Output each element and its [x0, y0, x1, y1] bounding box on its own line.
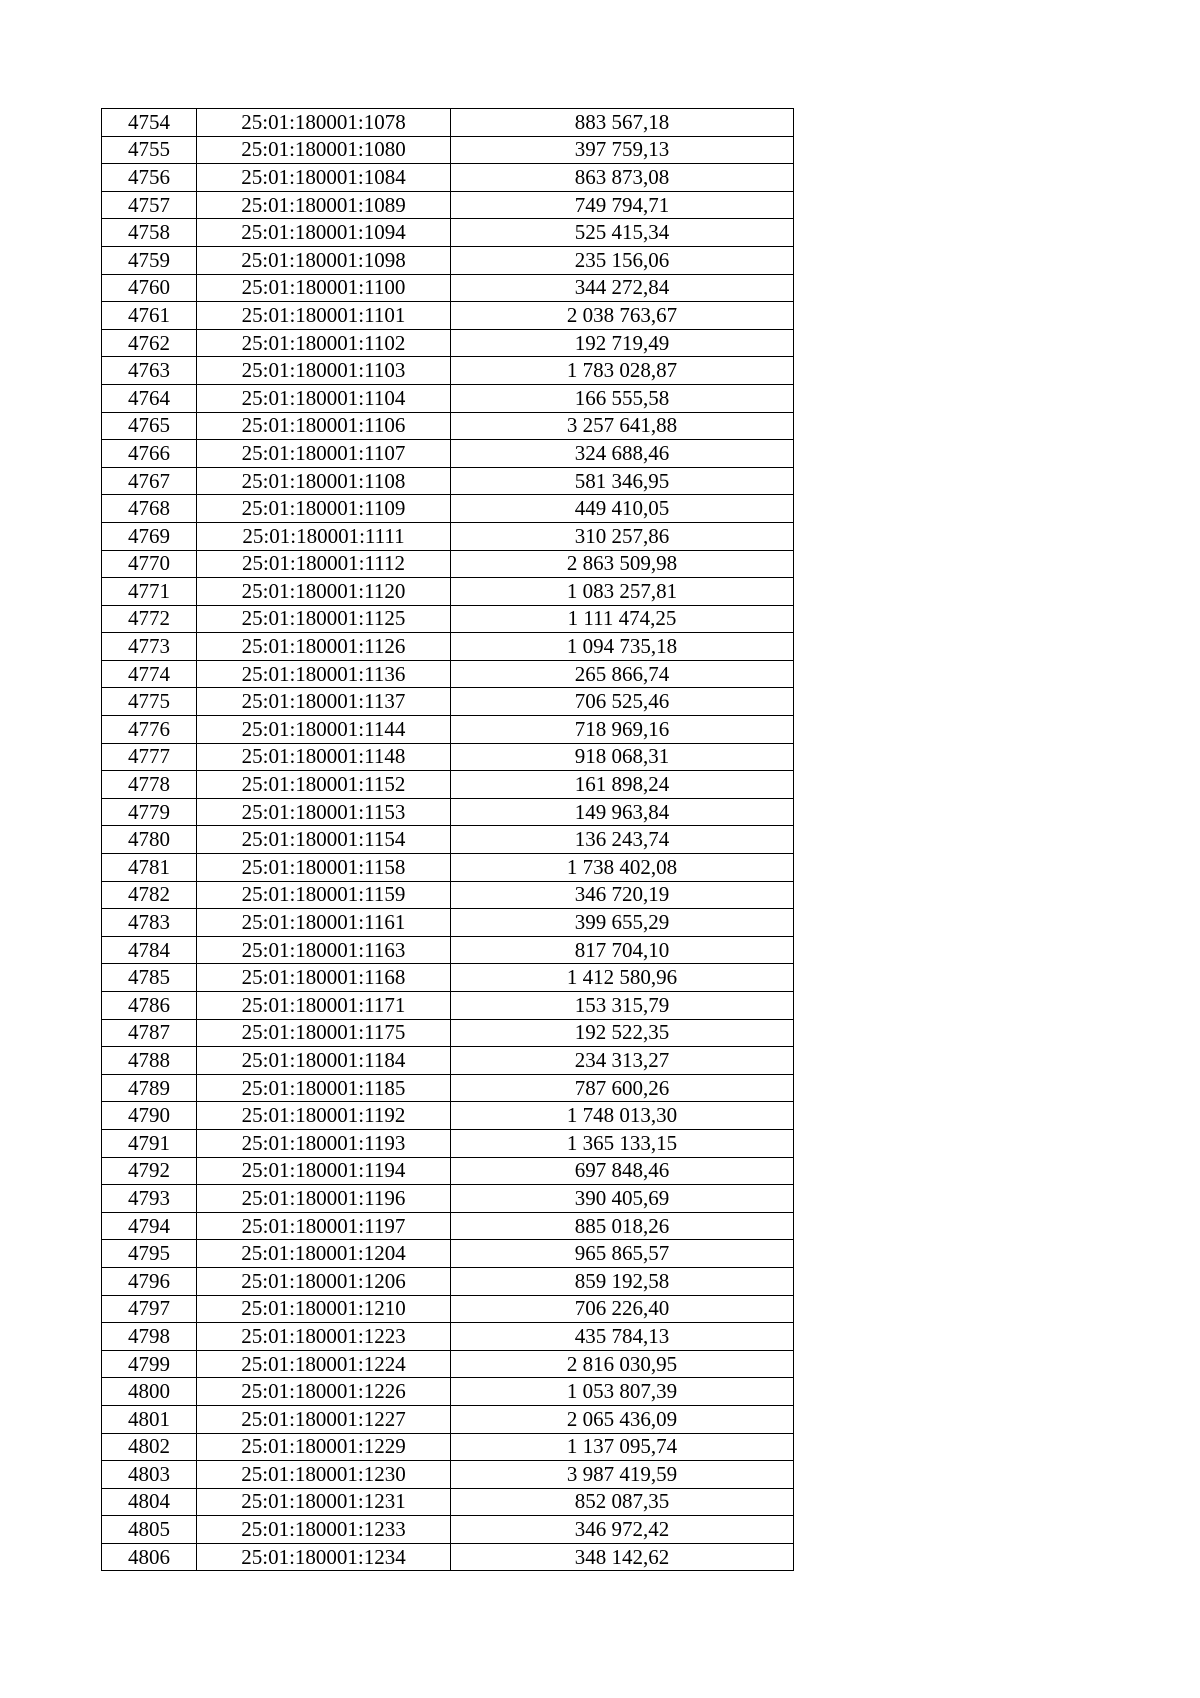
document-page-table — [101, 108, 793, 1571]
cadastral-number-cell: 25:01:180001:1163 — [197, 936, 451, 964]
value-cell: 136 243,74 — [451, 826, 794, 854]
row-number-cell: 4768 — [102, 495, 197, 523]
cadastral-number-cell: 25:01:180001:1233 — [197, 1516, 451, 1544]
value-cell: 153 315,79 — [451, 992, 794, 1020]
table-row — [102, 660, 794, 688]
row-number-cell: 4801 — [102, 1405, 197, 1433]
value-cell: 3 987 419,59 — [451, 1461, 794, 1489]
cadastral-number-cell: 25:01:180001:1231 — [197, 1488, 451, 1516]
cadastral-number-cell: 25:01:180001:1175 — [197, 1019, 451, 1047]
table-row — [102, 964, 794, 992]
row-number-cell: 4770 — [102, 550, 197, 578]
row-number-cell: 4763 — [102, 357, 197, 385]
value-cell: 348 142,62 — [451, 1543, 794, 1571]
table-row — [102, 522, 794, 550]
cadastral-number-cell: 25:01:180001:1223 — [197, 1323, 451, 1351]
value-cell: 234 313,27 — [451, 1047, 794, 1075]
cadastral-number-cell: 25:01:180001:1230 — [197, 1461, 451, 1489]
value-cell: 883 567,18 — [451, 109, 794, 137]
value-cell: 1 111 474,25 — [451, 605, 794, 633]
cadastral-number-cell: 25:01:180001:1206 — [197, 1267, 451, 1295]
value-cell: 706 525,46 — [451, 688, 794, 716]
table-row — [102, 771, 794, 799]
value-cell: 1 094 735,18 — [451, 633, 794, 661]
table-row — [102, 992, 794, 1020]
value-cell: 1 738 402,08 — [451, 854, 794, 882]
row-number-cell: 4798 — [102, 1323, 197, 1351]
table-row — [102, 1461, 794, 1489]
cadastral-number-cell: 25:01:180001:1152 — [197, 771, 451, 799]
row-number-cell: 4804 — [102, 1488, 197, 1516]
row-number-cell: 4791 — [102, 1129, 197, 1157]
cadastral-number-cell: 25:01:180001:1227 — [197, 1405, 451, 1433]
row-number-cell: 4764 — [102, 384, 197, 412]
table-row — [102, 1267, 794, 1295]
row-number-cell: 4786 — [102, 992, 197, 1020]
table-row — [102, 1295, 794, 1323]
row-number-cell: 4758 — [102, 219, 197, 247]
table-row — [102, 1543, 794, 1571]
row-number-cell: 4774 — [102, 660, 197, 688]
value-cell: 852 087,35 — [451, 1488, 794, 1516]
table-row — [102, 467, 794, 495]
table-row — [102, 1185, 794, 1213]
cadastral-number-cell: 25:01:180001:1210 — [197, 1295, 451, 1323]
row-number-cell: 4782 — [102, 881, 197, 909]
row-number-cell: 4762 — [102, 329, 197, 357]
cadastral-number-cell: 25:01:180001:1109 — [197, 495, 451, 523]
cadastral-number-cell: 25:01:180001:1120 — [197, 578, 451, 606]
table-row — [102, 1240, 794, 1268]
table-row — [102, 881, 794, 909]
table-row — [102, 164, 794, 192]
value-cell: 1 083 257,81 — [451, 578, 794, 606]
cadastral-number-cell: 25:01:180001:1101 — [197, 302, 451, 330]
table-row — [102, 495, 794, 523]
value-cell: 885 018,26 — [451, 1212, 794, 1240]
table-row — [102, 1157, 794, 1185]
cadastral-number-cell: 25:01:180001:1111 — [197, 522, 451, 550]
value-cell: 697 848,46 — [451, 1157, 794, 1185]
table-row — [102, 936, 794, 964]
cadastral-number-cell: 25:01:180001:1185 — [197, 1074, 451, 1102]
value-cell: 749 794,71 — [451, 191, 794, 219]
table-row — [102, 136, 794, 164]
value-cell: 1 783 028,87 — [451, 357, 794, 385]
value-cell: 2 065 436,09 — [451, 1405, 794, 1433]
cadastral-number-cell: 25:01:180001:1137 — [197, 688, 451, 716]
value-cell: 706 226,40 — [451, 1295, 794, 1323]
table-row — [102, 440, 794, 468]
row-number-cell: 4789 — [102, 1074, 197, 1102]
row-number-cell: 4788 — [102, 1047, 197, 1075]
cadastral-number-cell: 25:01:180001:1184 — [197, 1047, 451, 1075]
cadastral-number-cell: 25:01:180001:1161 — [197, 909, 451, 937]
table-row — [102, 854, 794, 882]
row-number-cell: 4781 — [102, 854, 197, 882]
row-number-cell: 4797 — [102, 1295, 197, 1323]
row-number-cell: 4784 — [102, 936, 197, 964]
cadastral-number-cell: 25:01:180001:1125 — [197, 605, 451, 633]
table-row — [102, 1516, 794, 1544]
row-number-cell: 4777 — [102, 743, 197, 771]
table-row — [102, 219, 794, 247]
table-row — [102, 909, 794, 937]
table-row — [102, 1019, 794, 1047]
value-cell: 449 410,05 — [451, 495, 794, 523]
cadastral-number-cell: 25:01:180001:1234 — [197, 1543, 451, 1571]
cadastral-number-cell: 25:01:180001:1196 — [197, 1185, 451, 1213]
cadastral-number-cell: 25:01:180001:1192 — [197, 1102, 451, 1130]
table-row — [102, 798, 794, 826]
table-row — [102, 578, 794, 606]
row-number-cell: 4790 — [102, 1102, 197, 1130]
table-row — [102, 109, 794, 137]
row-number-cell: 4799 — [102, 1350, 197, 1378]
cadastral-number-cell: 25:01:180001:1107 — [197, 440, 451, 468]
table-row — [102, 191, 794, 219]
value-cell: 149 963,84 — [451, 798, 794, 826]
cadastral-number-cell: 25:01:180001:1154 — [197, 826, 451, 854]
table-row — [102, 1129, 794, 1157]
value-cell: 397 759,13 — [451, 136, 794, 164]
row-number-cell: 4756 — [102, 164, 197, 192]
row-number-cell: 4761 — [102, 302, 197, 330]
cadastral-number-cell: 25:01:180001:1171 — [197, 992, 451, 1020]
table-row — [102, 688, 794, 716]
row-number-cell: 4780 — [102, 826, 197, 854]
cadastral-number-cell: 25:01:180001:1089 — [197, 191, 451, 219]
cadastral-number-cell: 25:01:180001:1194 — [197, 1157, 451, 1185]
row-number-cell: 4793 — [102, 1185, 197, 1213]
value-cell: 324 688,46 — [451, 440, 794, 468]
row-number-cell: 4787 — [102, 1019, 197, 1047]
row-number-cell: 4796 — [102, 1267, 197, 1295]
row-number-cell: 4794 — [102, 1212, 197, 1240]
cadastral-number-cell: 25:01:180001:1159 — [197, 881, 451, 909]
value-cell: 435 784,13 — [451, 1323, 794, 1351]
row-number-cell: 4757 — [102, 191, 197, 219]
row-number-cell: 4779 — [102, 798, 197, 826]
value-cell: 346 720,19 — [451, 881, 794, 909]
value-cell: 2 038 763,67 — [451, 302, 794, 330]
row-number-cell: 4795 — [102, 1240, 197, 1268]
table-row — [102, 1047, 794, 1075]
table-row — [102, 246, 794, 274]
row-number-cell: 4760 — [102, 274, 197, 302]
row-number-cell: 4773 — [102, 633, 197, 661]
value-cell: 581 346,95 — [451, 467, 794, 495]
row-number-cell: 4785 — [102, 964, 197, 992]
value-cell: 344 272,84 — [451, 274, 794, 302]
cadastral-number-cell: 25:01:180001:1080 — [197, 136, 451, 164]
cadastral-number-cell: 25:01:180001:1204 — [197, 1240, 451, 1268]
row-number-cell: 4765 — [102, 412, 197, 440]
value-cell: 2 816 030,95 — [451, 1350, 794, 1378]
value-cell: 192 522,35 — [451, 1019, 794, 1047]
cadastral-number-cell: 25:01:180001:1106 — [197, 412, 451, 440]
cadastral-number-cell: 25:01:180001:1102 — [197, 329, 451, 357]
value-cell: 310 257,86 — [451, 522, 794, 550]
row-number-cell: 4771 — [102, 578, 197, 606]
value-cell: 817 704,10 — [451, 936, 794, 964]
row-number-cell: 4792 — [102, 1157, 197, 1185]
row-number-cell: 4769 — [102, 522, 197, 550]
cadastral-number-cell: 25:01:180001:1078 — [197, 109, 451, 137]
cadastral-number-cell: 25:01:180001:1098 — [197, 246, 451, 274]
row-number-cell: 4806 — [102, 1543, 197, 1571]
value-cell: 1 053 807,39 — [451, 1378, 794, 1406]
cadastral-number-cell: 25:01:180001:1197 — [197, 1212, 451, 1240]
table-row — [102, 1102, 794, 1130]
value-cell: 3 257 641,88 — [451, 412, 794, 440]
row-number-cell: 4800 — [102, 1378, 197, 1406]
cadastral-number-cell: 25:01:180001:1158 — [197, 854, 451, 882]
table-row — [102, 1488, 794, 1516]
value-cell: 2 863 509,98 — [451, 550, 794, 578]
cadastral-number-cell: 25:01:180001:1103 — [197, 357, 451, 385]
table-row — [102, 550, 794, 578]
cadastral-number-cell: 25:01:180001:1193 — [197, 1129, 451, 1157]
value-cell: 1 365 133,15 — [451, 1129, 794, 1157]
row-number-cell: 4805 — [102, 1516, 197, 1544]
table-row — [102, 716, 794, 744]
cadastral-value-table — [101, 108, 794, 1571]
table-row — [102, 1350, 794, 1378]
table-row — [102, 743, 794, 771]
cadastral-number-cell: 25:01:180001:1126 — [197, 633, 451, 661]
row-number-cell: 4775 — [102, 688, 197, 716]
row-number-cell: 4803 — [102, 1461, 197, 1489]
value-cell: 1 748 013,30 — [451, 1102, 794, 1130]
row-number-cell: 4783 — [102, 909, 197, 937]
cadastral-number-cell: 25:01:180001:1148 — [197, 743, 451, 771]
value-cell: 399 655,29 — [451, 909, 794, 937]
row-number-cell: 4802 — [102, 1433, 197, 1461]
table-body — [102, 109, 794, 1571]
table-row — [102, 1323, 794, 1351]
cadastral-number-cell: 25:01:180001:1100 — [197, 274, 451, 302]
row-number-cell: 4767 — [102, 467, 197, 495]
cadastral-number-cell: 25:01:180001:1094 — [197, 219, 451, 247]
value-cell: 918 068,31 — [451, 743, 794, 771]
value-cell: 346 972,42 — [451, 1516, 794, 1544]
cadastral-number-cell: 25:01:180001:1153 — [197, 798, 451, 826]
cadastral-number-cell: 25:01:180001:1104 — [197, 384, 451, 412]
value-cell: 718 969,16 — [451, 716, 794, 744]
table-row — [102, 302, 794, 330]
table-row — [102, 826, 794, 854]
value-cell: 265 866,74 — [451, 660, 794, 688]
table-row — [102, 1405, 794, 1433]
cadastral-number-cell: 25:01:180001:1112 — [197, 550, 451, 578]
row-number-cell: 4755 — [102, 136, 197, 164]
cadastral-number-cell: 25:01:180001:1108 — [197, 467, 451, 495]
value-cell: 161 898,24 — [451, 771, 794, 799]
value-cell: 235 156,06 — [451, 246, 794, 274]
cadastral-number-cell: 25:01:180001:1168 — [197, 964, 451, 992]
table-row — [102, 274, 794, 302]
cadastral-number-cell: 25:01:180001:1229 — [197, 1433, 451, 1461]
cadastral-number-cell: 25:01:180001:1084 — [197, 164, 451, 192]
cadastral-number-cell: 25:01:180001:1224 — [197, 1350, 451, 1378]
table-row — [102, 384, 794, 412]
table-row — [102, 1378, 794, 1406]
row-number-cell: 4778 — [102, 771, 197, 799]
value-cell: 192 719,49 — [451, 329, 794, 357]
value-cell: 787 600,26 — [451, 1074, 794, 1102]
table-row — [102, 329, 794, 357]
value-cell: 390 405,69 — [451, 1185, 794, 1213]
row-number-cell: 4766 — [102, 440, 197, 468]
table-row — [102, 1074, 794, 1102]
table-row — [102, 412, 794, 440]
value-cell: 1 137 095,74 — [451, 1433, 794, 1461]
table-row — [102, 1433, 794, 1461]
table-row — [102, 1212, 794, 1240]
row-number-cell: 4759 — [102, 246, 197, 274]
row-number-cell: 4754 — [102, 109, 197, 137]
table-row — [102, 605, 794, 633]
row-number-cell: 4776 — [102, 716, 197, 744]
row-number-cell: 4772 — [102, 605, 197, 633]
value-cell: 863 873,08 — [451, 164, 794, 192]
value-cell: 965 865,57 — [451, 1240, 794, 1268]
cadastral-number-cell: 25:01:180001:1144 — [197, 716, 451, 744]
table-row — [102, 357, 794, 385]
table-row — [102, 633, 794, 661]
value-cell: 1 412 580,96 — [451, 964, 794, 992]
value-cell: 525 415,34 — [451, 219, 794, 247]
value-cell: 859 192,58 — [451, 1267, 794, 1295]
cadastral-number-cell: 25:01:180001:1226 — [197, 1378, 451, 1406]
cadastral-number-cell: 25:01:180001:1136 — [197, 660, 451, 688]
value-cell: 166 555,58 — [451, 384, 794, 412]
